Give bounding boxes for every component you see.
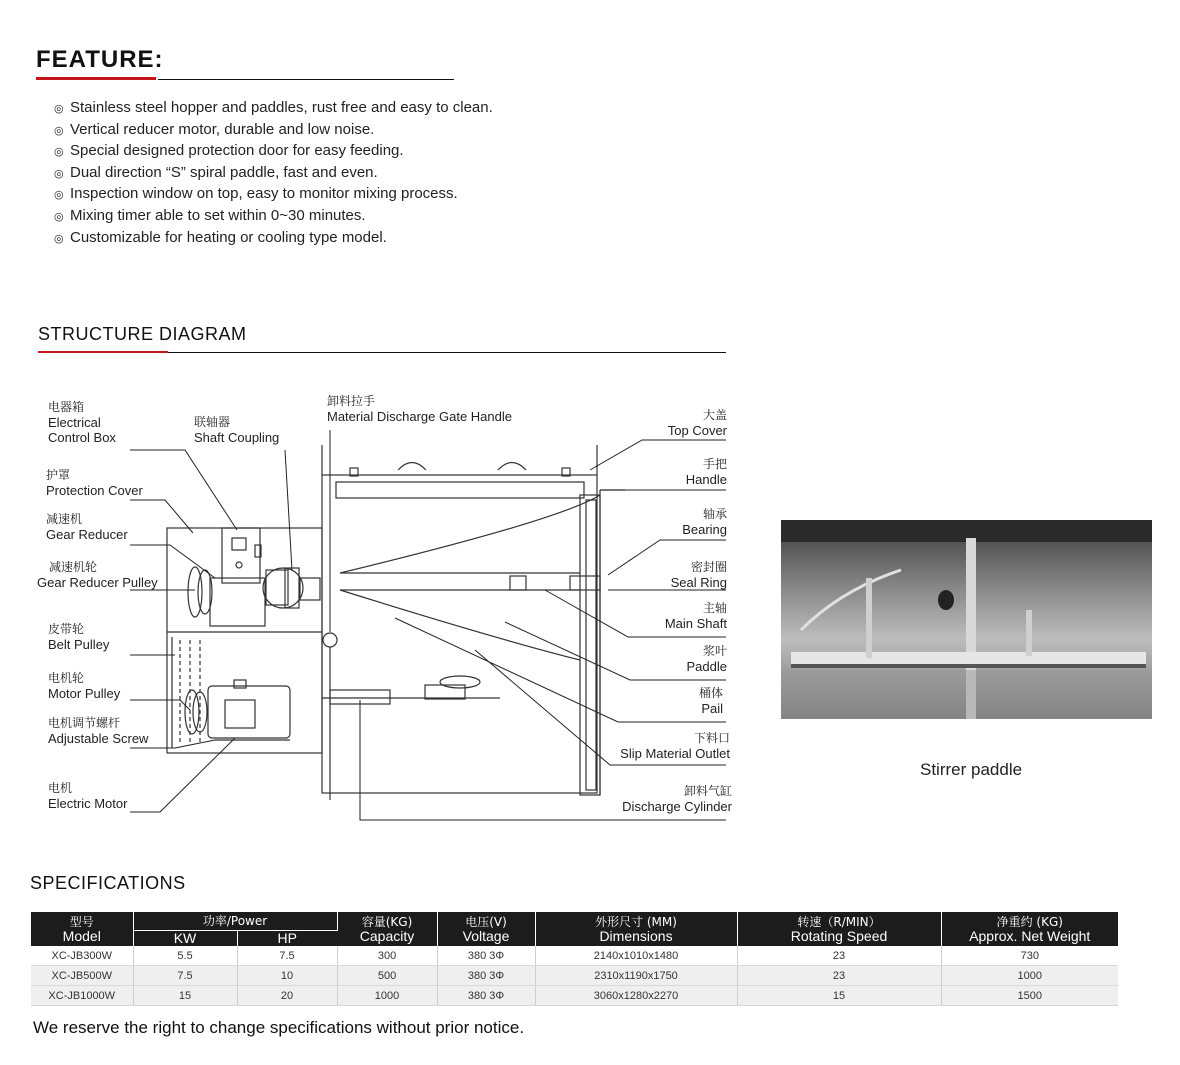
label-bearing (560, 507, 727, 537)
label-en: Electric Motor (48, 796, 128, 811)
structure-title-underline (38, 351, 168, 353)
label-cn: 电机调节螺杆 (48, 716, 121, 730)
label-handle (560, 457, 727, 487)
label-main-shaft (560, 601, 727, 631)
feature-text: Mixing timer able to set within 0~30 minutes. (70, 206, 366, 224)
label-en: Gear Reducer (46, 527, 128, 542)
header-capacity (337, 912, 437, 946)
header-en: Rotating Speed (790, 928, 888, 944)
header-en: Dimensions (599, 928, 673, 944)
label-cn: 联轴器 (194, 415, 231, 429)
label-en: Paddle (686, 659, 727, 674)
label-gear-reducer (46, 512, 128, 542)
feature-item (54, 141, 494, 163)
header-dimensions (535, 912, 737, 946)
label-cn: 护罩 (46, 468, 71, 482)
header-cn: 外形尺寸 (MM) (595, 915, 677, 929)
label-en: Slip Material Outlet (620, 746, 730, 761)
label-cn: 手把 (702, 457, 727, 471)
cell-weight: 1000 (941, 966, 1118, 986)
cell-hp: 20 (237, 986, 337, 1006)
label-en: Electrical Control Box (48, 415, 116, 445)
label-belt-pulley (48, 622, 109, 652)
label-paddle (560, 644, 727, 674)
label-en: Handle (685, 472, 727, 487)
cell-voltage: 380 3Φ (437, 966, 535, 986)
header-cn: 转速（R/MIN） (797, 915, 881, 929)
label-cn: 电机轮 (48, 671, 85, 685)
header-speed (737, 912, 941, 946)
header-cn: 净重约 (KG) (996, 915, 1063, 929)
control-box-shape (222, 528, 260, 583)
header-voltage (437, 912, 535, 946)
label-en: Belt Pulley (48, 637, 110, 652)
label-seal-ring (560, 560, 727, 590)
label-top-cover (560, 408, 727, 438)
feature-rule (158, 79, 454, 80)
photo-caption: Stirrer paddle (920, 760, 1023, 779)
cell-kw: 15 (133, 986, 237, 1006)
cell-speed: 23 (737, 946, 941, 966)
feature-item (54, 98, 494, 120)
feature-item (54, 228, 494, 250)
label-discharge-cylinder (560, 784, 732, 814)
header-hp: HP (237, 930, 337, 946)
label-cn: 轴承 (702, 507, 727, 521)
cell-dimensions: 3060x1280x2270 (535, 986, 737, 1006)
cell-dimensions: 2310x1190x1750 (535, 966, 737, 986)
cell-hp: 7.5 (237, 946, 337, 966)
label-pail (560, 686, 723, 716)
bullet-icon: ◎ (54, 189, 64, 202)
cell-dimensions: 2140x1010x1480 (535, 946, 737, 966)
bullet-icon: ◎ (54, 124, 64, 137)
header-model (31, 912, 133, 946)
feature-text: Vertical reducer motor, durable and low noise. (70, 120, 375, 138)
feature-item (54, 206, 494, 228)
label-cn: 减速机轮 (49, 560, 98, 574)
feature-text: Customizable for heating or cooling type model. (70, 228, 387, 246)
label-gear-reducer-pulley (37, 560, 158, 590)
header-en: Capacity (359, 928, 415, 944)
header-en: Approx. Net Weight (969, 928, 1091, 944)
label-slip-material-outlet (560, 731, 730, 761)
specifications-table (31, 912, 1118, 1006)
label-cn: 卸料拉手 (327, 394, 376, 408)
table-row (31, 986, 1118, 1006)
header-cn: 容量(KG) (361, 915, 413, 929)
label-cn: 密封圈 (690, 560, 727, 574)
header-cn: 型号 (69, 915, 94, 929)
header-power (133, 912, 337, 930)
label-protection-cover (46, 468, 143, 498)
structure-rule (168, 352, 726, 353)
stirrer-paddle-photo (781, 520, 1152, 719)
header-en: Model (62, 928, 101, 944)
table-row (31, 966, 1118, 986)
feature-text: Dual direction “S” spiral paddle, fast and even. (70, 163, 378, 181)
header-kw: KW (133, 930, 237, 946)
label-motor-pulley (48, 671, 120, 701)
label-cn: 电机 (48, 781, 73, 795)
label-cn: 大盖 (702, 408, 727, 422)
table-row (31, 946, 1118, 966)
bullet-icon: ◎ (54, 210, 64, 223)
label-electric-motor (48, 781, 127, 811)
cell-kw: 5.5 (133, 946, 237, 966)
cell-capacity: 500 (337, 966, 437, 986)
label-cn: 浆叶 (702, 644, 727, 658)
motor-shape (208, 686, 290, 738)
bullet-icon: ◎ (54, 167, 64, 180)
feature-item (54, 163, 494, 185)
header-cn: 功率/Power (202, 914, 268, 929)
feature-title-underline (36, 77, 156, 80)
specifications-note: We reserve the right to change specifications without prior notice. (33, 1018, 525, 1037)
feature-title: FEATURE: (36, 46, 164, 73)
label-en: Material Discharge Gate Handle (327, 409, 512, 424)
header-weight (941, 912, 1118, 946)
label-cn: 减速机 (46, 512, 83, 526)
cell-speed: 15 (737, 986, 941, 1006)
cell-capacity: 1000 (337, 986, 437, 1006)
specifications-title: SPECIFICATIONS (30, 873, 186, 893)
label-en: Gear Reducer Pulley (37, 575, 158, 590)
feature-item (54, 120, 494, 142)
pail-shape (322, 475, 597, 793)
label-en: Adjustable Screw (48, 731, 149, 746)
cell-weight: 730 (941, 946, 1118, 966)
label-cn: 电器箱 (48, 400, 85, 414)
label-en: Pail (701, 701, 723, 716)
cell-weight: 1500 (941, 986, 1118, 1006)
bullet-icon: ◎ (54, 103, 64, 115)
label-cn: 皮带轮 (48, 622, 85, 636)
cell-model: XC-JB300W (31, 946, 133, 966)
label-discharge-gate-handle (327, 394, 512, 424)
feature-text: Inspection window on top, easy to monitor mixing process. (70, 185, 458, 203)
label-en: Main Shaft (664, 616, 727, 631)
label-cn: 卸料气缸 (683, 784, 732, 798)
cell-model: XC-JB1000W (31, 986, 133, 1006)
cell-speed: 23 (737, 966, 941, 986)
label-en: Shaft Coupling (194, 430, 280, 445)
feature-list (54, 98, 494, 249)
label-en: Seal Ring (670, 575, 727, 590)
label-shaft-coupling (194, 415, 279, 445)
cell-voltage: 380 3Φ (437, 986, 535, 1006)
label-en: Top Cover (667, 423, 727, 438)
cell-voltage: 380 3Φ (437, 946, 535, 966)
label-en: Bearing (682, 522, 727, 537)
cell-model: XC-JB500W (31, 966, 133, 986)
label-adjustable-screw (48, 716, 148, 746)
cell-hp: 10 (237, 966, 337, 986)
label-cn: 桶体 (698, 686, 723, 700)
bullet-icon: ◎ (54, 232, 64, 245)
label-electrical-control-box (48, 400, 116, 445)
cell-kw: 7.5 (133, 966, 237, 986)
feature-text: Special designed protection door for easy feeding. (70, 142, 404, 160)
label-en: Discharge Cylinder (622, 799, 732, 814)
header-en: Voltage (462, 928, 510, 944)
label-en: Motor Pulley (48, 686, 121, 701)
label-en: Protection Cover (46, 483, 143, 498)
cell-capacity: 300 (337, 946, 437, 966)
label-cn: 主轴 (702, 601, 727, 615)
feature-item (54, 184, 494, 206)
feature-text: Stainless steel hopper and paddles, rust free and easy to clean. (70, 99, 493, 116)
structure-title: STRUCTURE DIAGRAM (38, 324, 247, 344)
bullet-icon: ◎ (54, 146, 64, 159)
label-cn: 下料口 (693, 731, 730, 745)
header-cn: 电压(V) (465, 915, 507, 929)
